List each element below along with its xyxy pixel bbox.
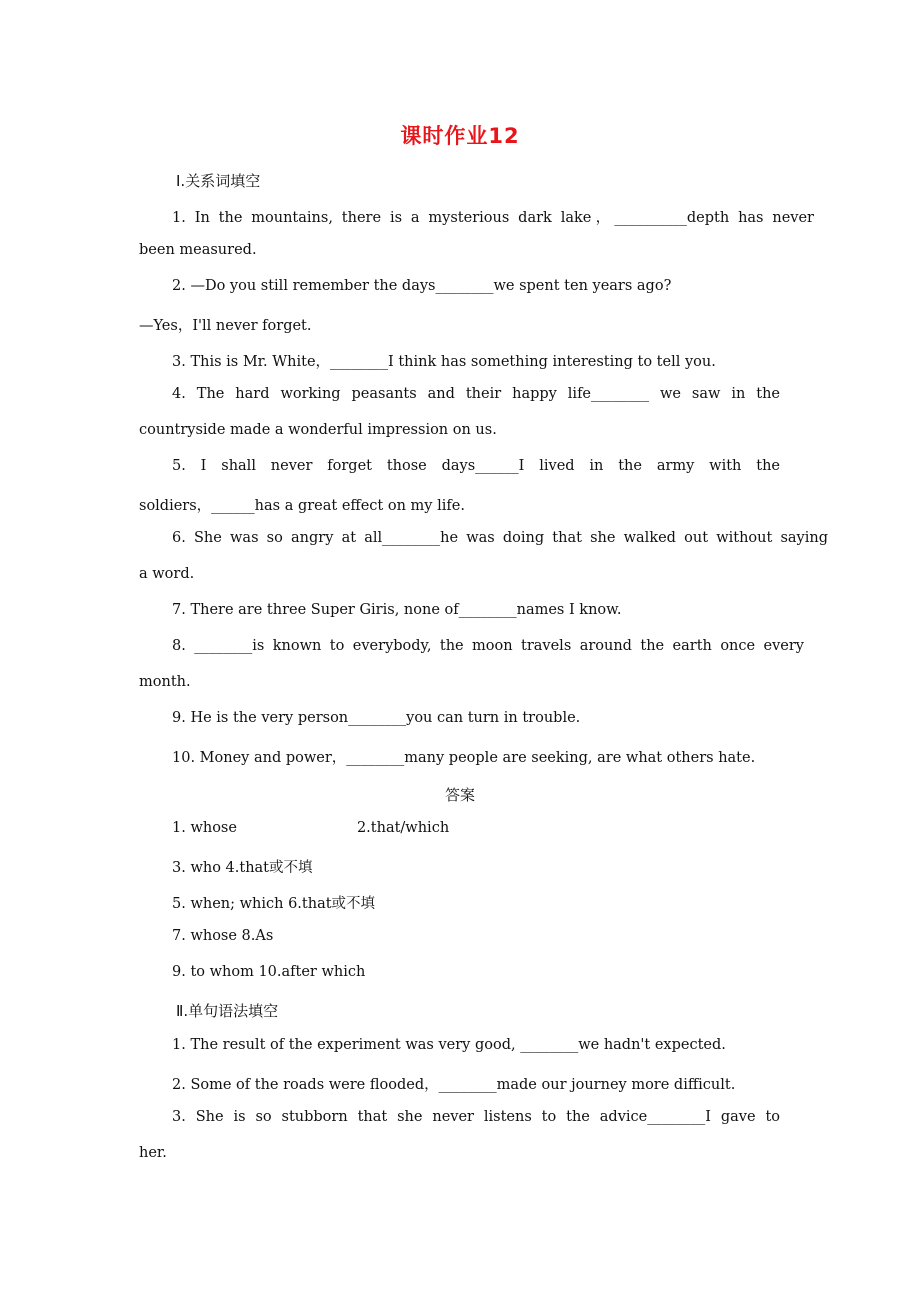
question-9: 9. He is the very person________you can turn in trouble.: [172, 710, 581, 726]
question-8-line-1: 8. ________is known to everybody, the moon travels around the earth once every: [172, 638, 804, 654]
answer-2: 2.that/which: [356, 820, 450, 836]
answer-row-5: 9. to whom 10.after which: [172, 964, 366, 980]
question-4-line-1: 4. The hard working peasants and their happy life________ we saw in the: [172, 386, 780, 402]
question-8-line-2: month.: [139, 674, 191, 690]
section2-question-3-line-2: her.: [139, 1145, 167, 1161]
question-1-line-2: been measured.: [139, 242, 257, 258]
section2-question-2: 2. Some of the roads were flooded，________made our journey more difficult.: [172, 1077, 736, 1093]
answer-row-2: 3. who 4.that或不填: [172, 860, 313, 876]
section1-heading: Ⅰ.关系词填空: [176, 172, 261, 190]
question-5-line-2: soldiers，______has a great effect on my life.: [139, 498, 465, 514]
question-5-line-1: 5. I shall never forget those days______I lived in the army with the: [172, 458, 780, 474]
question-10: 10. Money and power，________many people are seeking, are what others hate.: [172, 750, 756, 766]
question-2-line-2: —Yes，I'll never forget.: [139, 318, 312, 334]
section2-question-1: 1. The result of the experiment was very good, ________we hadn't expected.: [172, 1037, 726, 1053]
answers-heading: 答案: [444, 786, 475, 804]
answer-1: 1. whose: [172, 820, 237, 836]
answer-row-3: 5. when; which 6.that或不填: [172, 896, 376, 912]
question-4-line-2: countryside made a wonderful impression on us.: [139, 422, 497, 438]
answer-row-1: [172, 820, 449, 836]
question-1-line-1: 1. In the mountains, there is a mysterious dark lake，__________depth has never: [172, 210, 814, 226]
page-title: 课时作业12: [400, 124, 520, 148]
question-7: 7. There are three Super Giris, none of________names I know.: [172, 602, 622, 618]
section2-heading: Ⅱ.单句语法填空: [176, 1002, 279, 1020]
question-2-line-1: 2. —Do you still remember the days________we spent ten years ago?: [172, 278, 672, 294]
question-3: 3. This is Mr. White，________I think has something interesting to tell you.: [172, 354, 716, 370]
section2-question-3-line-1: 3. She is so stubborn that she never listens to the advice________I gave to: [172, 1109, 780, 1125]
answer-row-4: 7. whose 8.As: [172, 928, 274, 944]
question-6-line-2: a word.: [139, 566, 195, 582]
question-6-line-1: 6. She was so angry at all________he was doing that she walked out without saying: [172, 530, 828, 546]
